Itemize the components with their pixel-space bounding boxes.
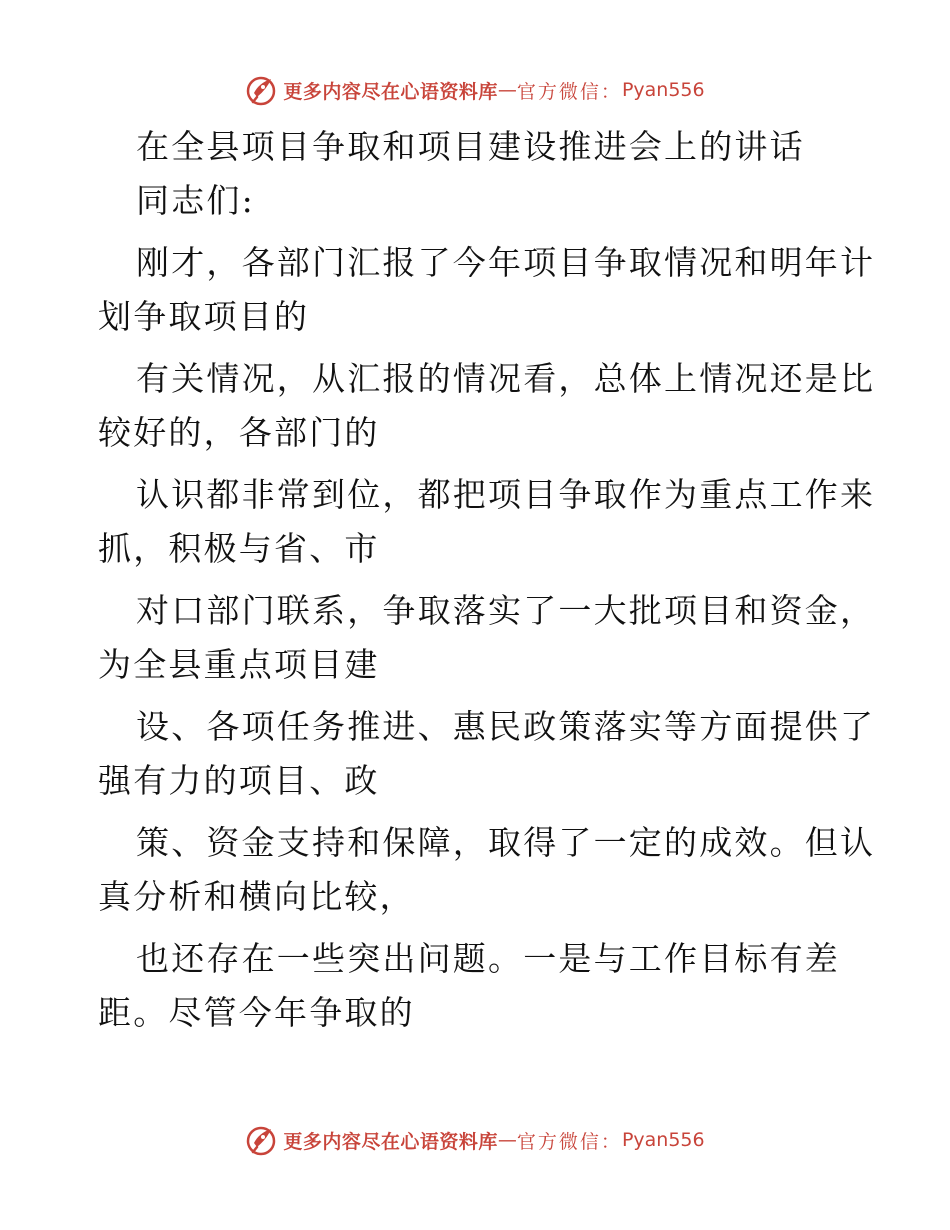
banner-wechat-id: Pyan556 [621,79,705,101]
body-line: 有关情况，从汇报的情况看，总体上情况还是比 [136,359,876,398]
body-line: 真分析和横向比较， [98,877,415,916]
document-title: 在全县项目争取和项目建设推进会上的讲话 [136,127,805,166]
document-body [98,120,876,1040]
body-line: 距。尽管今年争取的 [98,993,415,1032]
banner-wechat-id: Pyan556 [621,1129,705,1151]
body-line: 也还存在一些突出问题。一是与工作目标有差 [136,939,840,978]
banner-separator: — [497,79,517,101]
body-line: 刚才，各部门汇报了今年项目争取情况和明年计 [136,243,876,282]
body-line: 强有力的项目、政 [98,761,380,800]
body-line: 较好的，各部门的 [98,413,380,452]
banner-text: 更多内容尽在心语资料库 [283,80,498,103]
pen-logo-icon [245,1123,279,1157]
body-line: 对口部门联系，争取落实了一大批项目和资金， [136,591,876,630]
header-banner [0,70,950,110]
body-line: 为全县重点项目建 [98,645,380,684]
body-line: 设、各项任务推进、惠民政策落实等方面提供了 [136,707,876,746]
salutation: 同志们: [136,181,255,220]
footer-banner [0,1120,950,1160]
banner-wechat-label: 官方微信： [516,1130,622,1153]
body-line: 认识都非常到位，都把项目争取作为重点工作来 [136,475,876,514]
body-line: 划争取项目的 [98,297,310,336]
banner-wechat-label: 官方微信： [516,80,622,103]
banner-separator: — [497,1129,517,1151]
pen-logo-icon [245,73,279,107]
banner-text: 更多内容尽在心语资料库 [283,1130,498,1153]
body-line: 策、资金支持和保障，取得了一定的成效。但认 [136,823,876,862]
body-line: 抓，积极与省、市 [98,529,380,568]
